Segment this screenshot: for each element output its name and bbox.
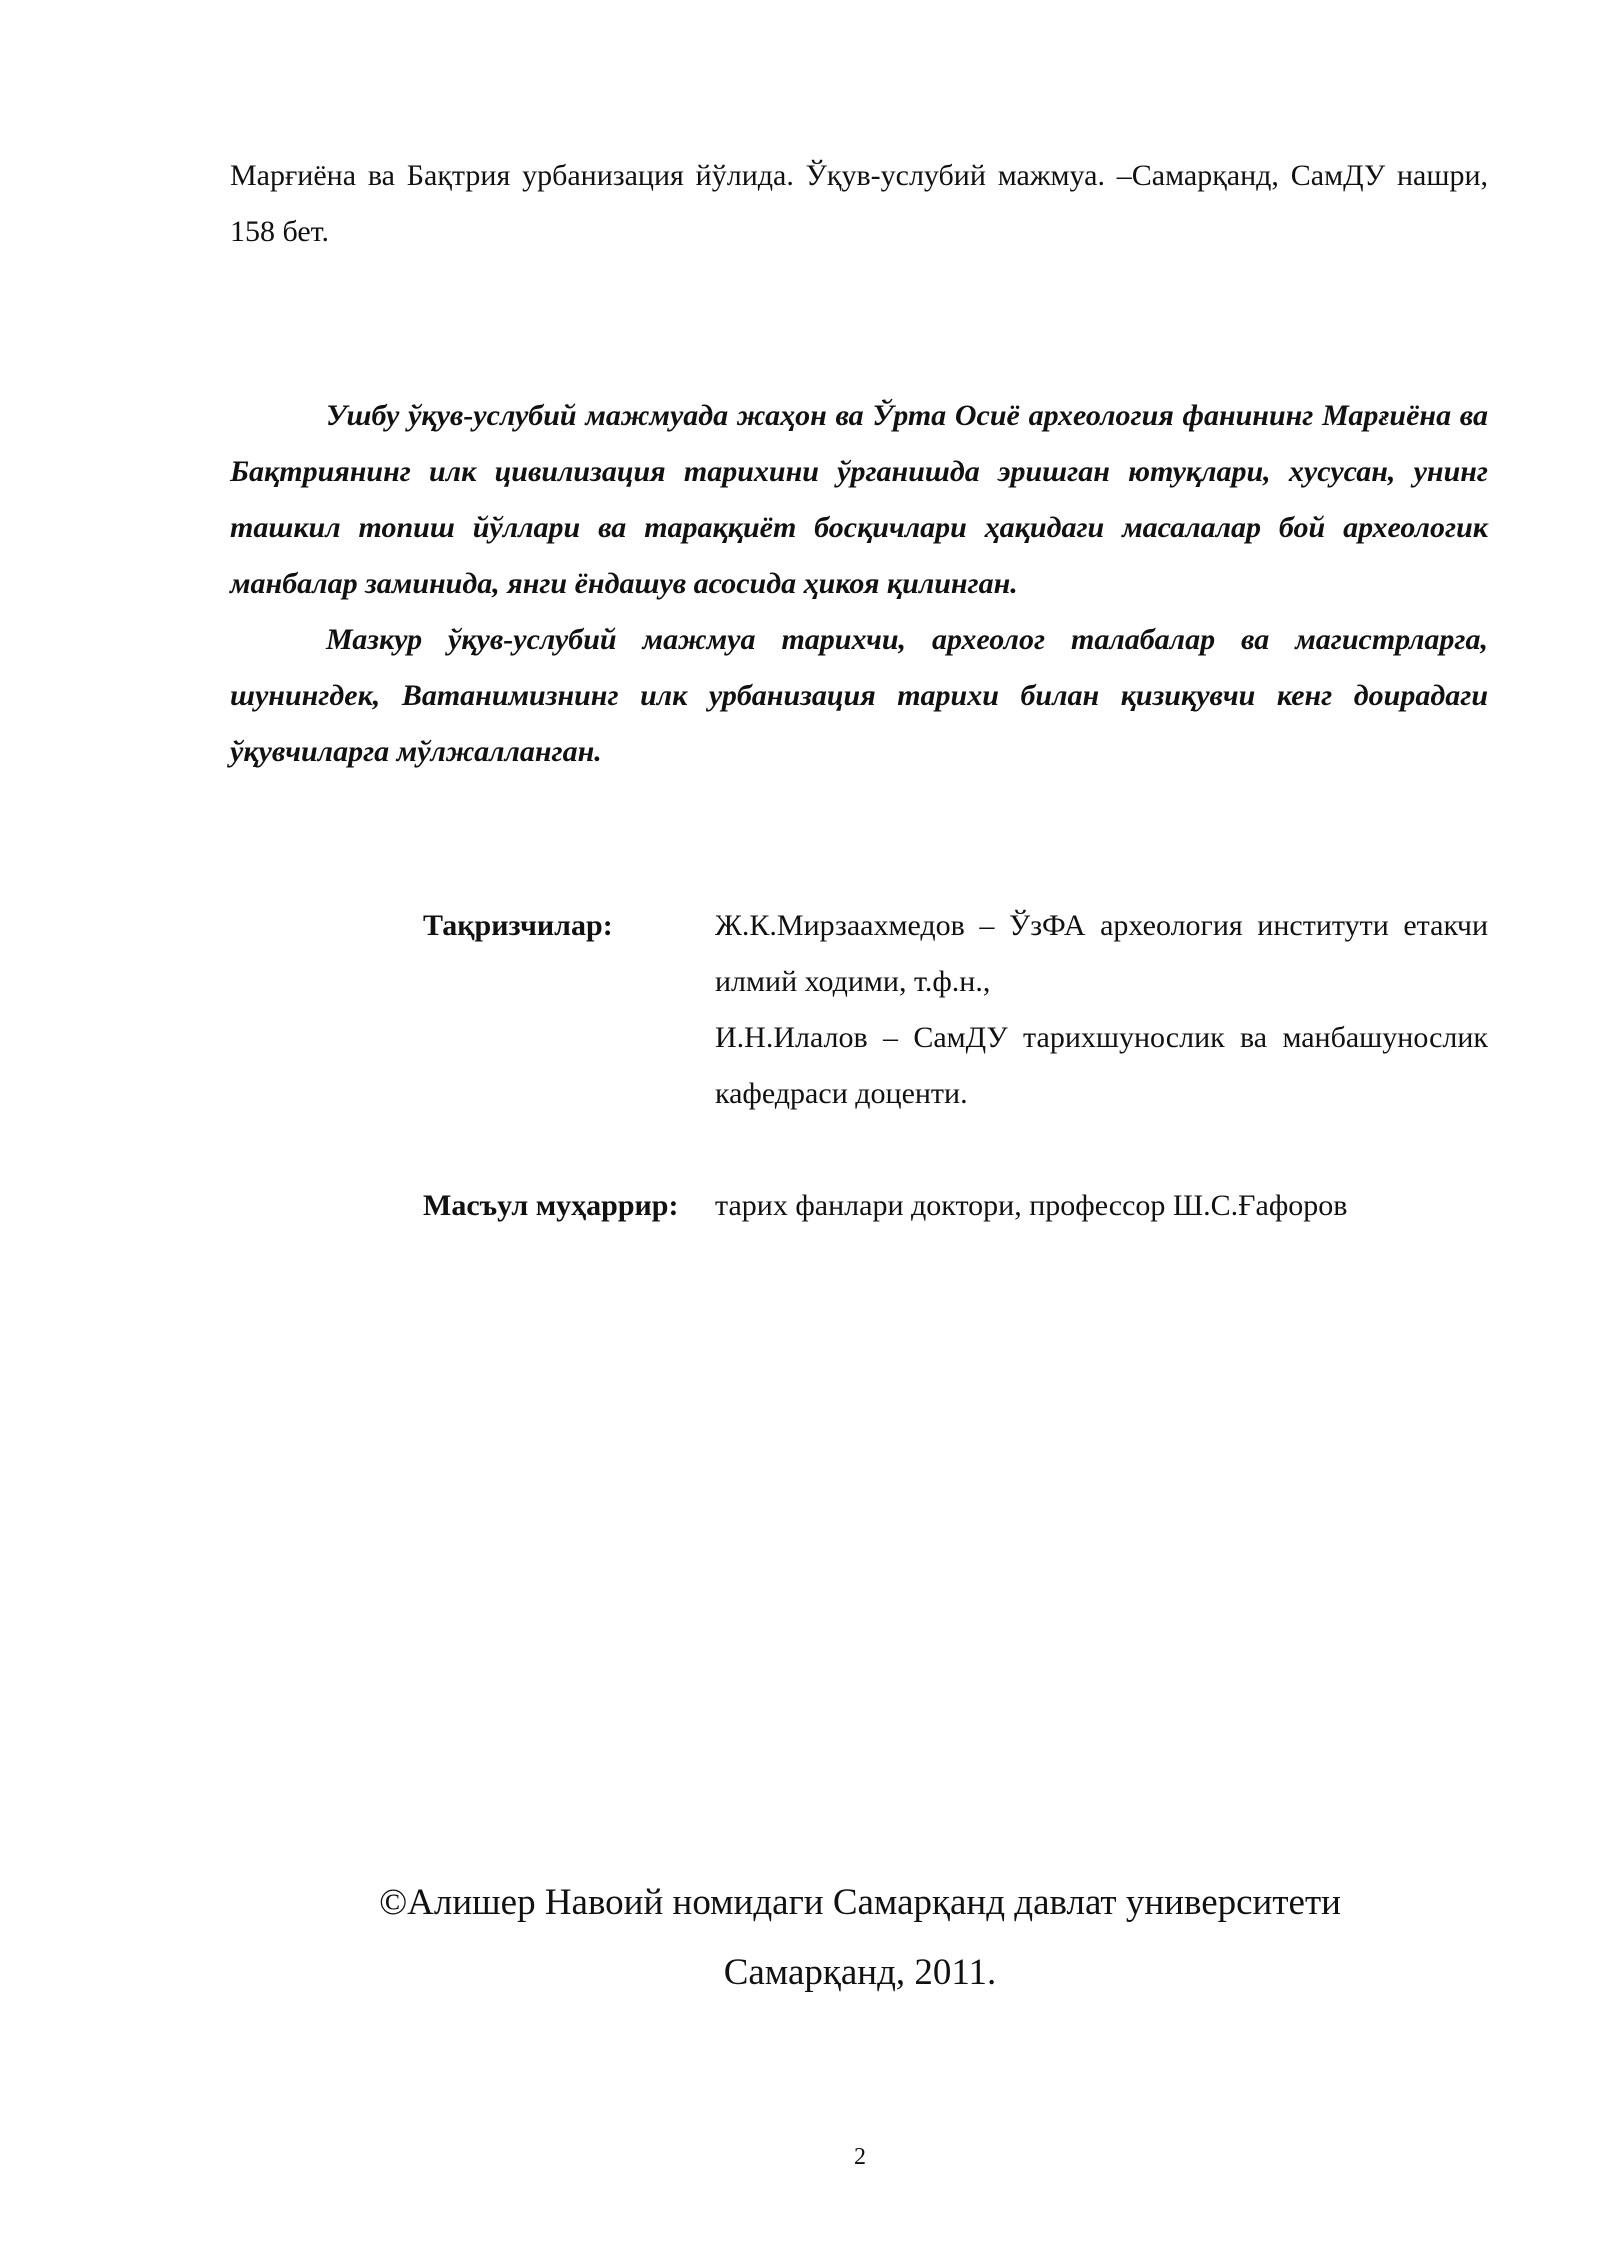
copyright-line: ©Алишер Навоий номидаги Самарқанд давлат университети — [379, 1882, 1341, 1923]
annotation-block — [230, 388, 1488, 780]
editor-label: Масъул муҳаррир: — [423, 1189, 679, 1222]
reviewers-list — [715, 898, 1488, 1122]
reviewers-label: Тақризчилар: — [423, 909, 613, 942]
editor-value: тарих фанлари доктори, профессор Ш.С.Ғафоров — [715, 1189, 1348, 1222]
annotation-paragraph: Мазкур ўқув-услубий мажмуа тарихчи, археолог талабалар ва магистрларга, шунингдек, Ватанимизнинг илк урбанизация тарихи билан қизиқувчи кенг доирадаги ўқувчиларга мўлжалланган. — [230, 623, 1488, 768]
reviewer-entry: Ж.К.Мирзаахмедов – ЎзФА археология институти етакчи илмий ходими, т.ф.н., — [715, 909, 1488, 998]
annotation-paragraph: Ушбу ўқув-услубий мажмуада жаҳон ва Ўрта Осиё археология фанининг Марғиёна ва Бақтриянинг илк цивилизация тарихини ўрганишда эришган ютуқлари, хусусан, унинг ташкил топиш йўллари ва тараққиёт босқичлари ҳақидаги масалалар бой археологик манбалар заминида, янги ёндашув асосида ҳикоя қилинган. — [230, 399, 1488, 600]
bibliographic-reference: Марғиёна ва Бақтрия урбанизация йўлида. Ўқув-услубий мажмуа. –Самарқанд, СамДУ нашри, 158 бет. — [230, 159, 1488, 248]
city-year-line: Самарқанд, 2011. — [723, 1952, 997, 1993]
page-number: 2 — [854, 2144, 866, 2170]
reviewer-entry: И.Н.Илалов – СамДУ тарихшунослик ва манбашунослик кафедраси доценти. — [715, 1021, 1488, 1110]
